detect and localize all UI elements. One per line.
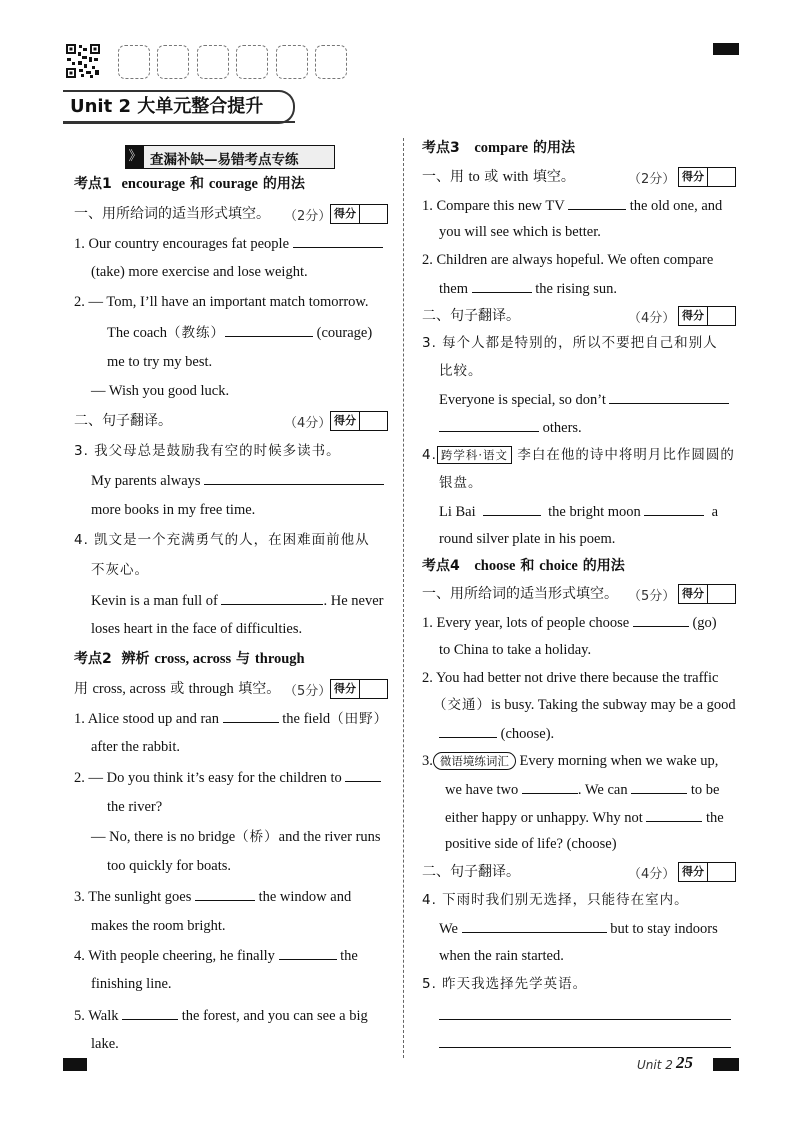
corner-mark-bottom-right: [713, 1058, 739, 1071]
answer-blank[interactable]: [122, 1005, 178, 1020]
question-3-cn2: 比较。: [439, 363, 483, 379]
tag-context-vocab: 微语境练词汇: [433, 752, 516, 770]
question-5-cont: after the rabbit.: [91, 739, 180, 755]
answer-blank[interactable]: [439, 417, 539, 432]
checkbox-slot-2: [157, 45, 189, 79]
question-9-cont: lake.: [91, 1036, 119, 1052]
score-box[interactable]: 得分: [678, 306, 736, 326]
score-box[interactable]: 得分: [678, 862, 736, 882]
question-4: Kevin is a man full of . He never: [91, 590, 383, 611]
question-9: 5. Walk the forest, and you can see a big: [74, 1005, 368, 1026]
question-8-cont: when the rain started.: [439, 948, 564, 964]
answer-blank[interactable]: [439, 723, 497, 738]
question-9-cn: 5. 昨天我选择先学英语。: [422, 976, 588, 992]
banner-label: 查漏补缺—易错考点专练: [150, 152, 299, 168]
kd3-heading: 考点3 compare 的用法: [422, 140, 575, 156]
kd1-heading: 考点1 encourage 和 courage 的用法: [74, 176, 305, 192]
answer-blank[interactable]: [223, 708, 279, 723]
answer-blank[interactable]: [609, 389, 729, 404]
question-6: 2. — Do you think it’s easy for the children to: [74, 767, 381, 788]
question-6-reply-cont: too quickly for boats.: [107, 858, 232, 874]
tag-cross-subject: 跨学科·语文: [437, 446, 512, 464]
question-2-line3: me to try my best.: [107, 354, 213, 370]
question-1: 1. Compare this new TV the old one, and: [422, 195, 722, 216]
question-2-line4: — Wish you good luck.: [91, 383, 230, 399]
question-6-cont2: (choose).: [439, 723, 554, 744]
question-1-cont: (take) more exercise and lose weight.: [91, 264, 308, 280]
column-divider: [403, 138, 404, 1058]
section-title: 一、用 to 或 with 填空。: [422, 169, 575, 185]
answer-blank[interactable]: [279, 945, 337, 960]
corner-mark-bottom-left: [63, 1058, 87, 1071]
answer-blank[interactable]: [221, 590, 323, 605]
points: （2分）: [628, 172, 676, 187]
question-4-cont: loses heart in the face of difficulties.: [91, 621, 303, 637]
section-title: 二、句子翻译。: [74, 413, 172, 429]
question-7-line4: positive side of life? (choose): [445, 836, 617, 852]
question-8: We but to stay indoors: [439, 918, 718, 939]
question-1-cont: you will see which is better.: [439, 224, 601, 240]
question-3-cont: others.: [439, 417, 582, 438]
answer-blank[interactable]: [462, 918, 607, 933]
double-arrow-icon: 》: [126, 146, 144, 168]
question-2-cont: them the rising sun.: [439, 278, 617, 299]
question-7-line2: we have two . We can to be: [445, 779, 719, 800]
question-8-cont: finishing line.: [91, 976, 172, 992]
question-2-line2: The coach（教练） (courage): [107, 322, 372, 343]
answer-line[interactable]: [439, 1018, 731, 1020]
question-7: 3. The sunlight goes the window and: [74, 886, 351, 907]
question-1: 1. Our country encourages fat people: [74, 233, 383, 254]
title-underline: [63, 121, 295, 123]
question-2: 2. — Tom, I’ll have an important match tomorrow.: [74, 294, 369, 310]
question-2: 2. Children are always hopeful. We often compare: [422, 252, 714, 268]
score-box[interactable]: 得分: [678, 584, 736, 604]
question-7-cont: makes the room bright.: [91, 918, 226, 934]
section-title: 一、用所给词的适当形式填空。: [74, 206, 270, 222]
kd4-heading: 考点4 choose 和 choice 的用法: [422, 558, 625, 574]
answer-blank[interactable]: [204, 470, 384, 485]
answer-blank[interactable]: [225, 322, 313, 337]
score-box[interactable]: 得分: [330, 679, 388, 699]
checkbox-slot-1: [118, 45, 150, 79]
score-box[interactable]: 得分: [678, 167, 736, 187]
points: （5分）: [284, 684, 332, 699]
answer-blank[interactable]: [472, 278, 532, 293]
answer-blank[interactable]: [644, 501, 704, 516]
question-5: 1. Every year, lots of people choose (go): [422, 612, 717, 633]
answer-blank[interactable]: [483, 501, 541, 516]
question-4-cont: round silver plate in his poem.: [439, 531, 616, 547]
answer-blank[interactable]: [631, 779, 687, 794]
qr-code-icon: [66, 44, 100, 78]
points: （4分）: [284, 416, 332, 431]
score-box[interactable]: 得分: [330, 411, 388, 431]
points: （4分）: [628, 311, 676, 326]
question-8: 4. With people cheering, he finally the: [74, 945, 358, 966]
checkbox-slot-3: [197, 45, 229, 79]
kd2-heading: 考点2 辨析 cross, across 与 through: [74, 651, 305, 667]
points: （5分）: [628, 589, 676, 604]
page-title: Unit 2 大单元整合提升: [70, 96, 264, 117]
page-number: 25: [676, 1053, 693, 1072]
question-3-cn: 3. 我父母总是鼓励我有空的时候多读书。: [74, 443, 341, 459]
answer-blank[interactable]: [195, 886, 255, 901]
question-3: Everyone is special, so don’t: [439, 389, 729, 410]
section-title: 用 cross, across 或 through 填空。: [74, 681, 281, 697]
answer-blank[interactable]: [522, 779, 578, 794]
question-5-cont: to China to take a holiday.: [439, 642, 592, 658]
section-title: 二、句子翻译。: [422, 864, 520, 880]
question-7: 3. 微语境练词汇 Every morning when we wake up,: [422, 753, 719, 769]
section-banner: [125, 145, 335, 169]
question-4-cn: 4. 凯文是一个充满勇气的人，在困难面前他从: [74, 532, 370, 548]
question-8-cn: 4. 下雨时我们别无选择，只能待在室内。: [422, 892, 689, 908]
points: （2分）: [284, 209, 332, 224]
question-3-cont: more books in my free time.: [91, 502, 256, 518]
answer-blank[interactable]: [345, 767, 381, 782]
question-6-cont: （交通）is busy. Taking the subway may be a good: [433, 697, 736, 713]
points: （4分）: [628, 867, 676, 882]
checkbox-slot-5: [276, 45, 308, 79]
question-6-cont: the river?: [107, 799, 163, 815]
question-3: My parents always: [91, 470, 384, 491]
answer-blank[interactable]: [646, 807, 702, 822]
score-box[interactable]: 得分: [330, 204, 388, 224]
question-7-line3: either happy or unhappy. Why not the: [445, 807, 724, 828]
question-5: 1. Alice stood up and ran the field（田野）: [74, 708, 388, 729]
checkbox-slot-6: [315, 45, 347, 79]
question-4: Li Bai the bright moon a: [439, 501, 718, 522]
footer-unit: Unit 2: [637, 1058, 673, 1072]
question-4-cn: 4. 跨学科·语文 李白在他的诗中将明月比作圆圆的: [422, 447, 735, 463]
section-title: 一、用所给词的适当形式填空。: [422, 586, 618, 602]
section-title: 二、句子翻译。: [422, 308, 520, 324]
checkbox-slot-4: [236, 45, 268, 79]
corner-mark-top-right: [713, 43, 739, 55]
question-4-cn2: 银盘。: [439, 475, 483, 491]
question-3-cn: 3. 每个人都是特别的，所以不要把自己和别人: [422, 335, 718, 351]
answer-blank[interactable]: [568, 195, 626, 210]
question-4-cn2: 不灰心。: [91, 562, 149, 578]
question-6: 2. You had better not drive there because the traffic: [422, 670, 719, 686]
answer-blank[interactable]: [293, 233, 383, 248]
question-6-reply: — No, there is no bridge（桥）and the river runs: [91, 829, 381, 845]
answer-blank[interactable]: [633, 612, 689, 627]
answer-line[interactable]: [439, 1046, 731, 1048]
